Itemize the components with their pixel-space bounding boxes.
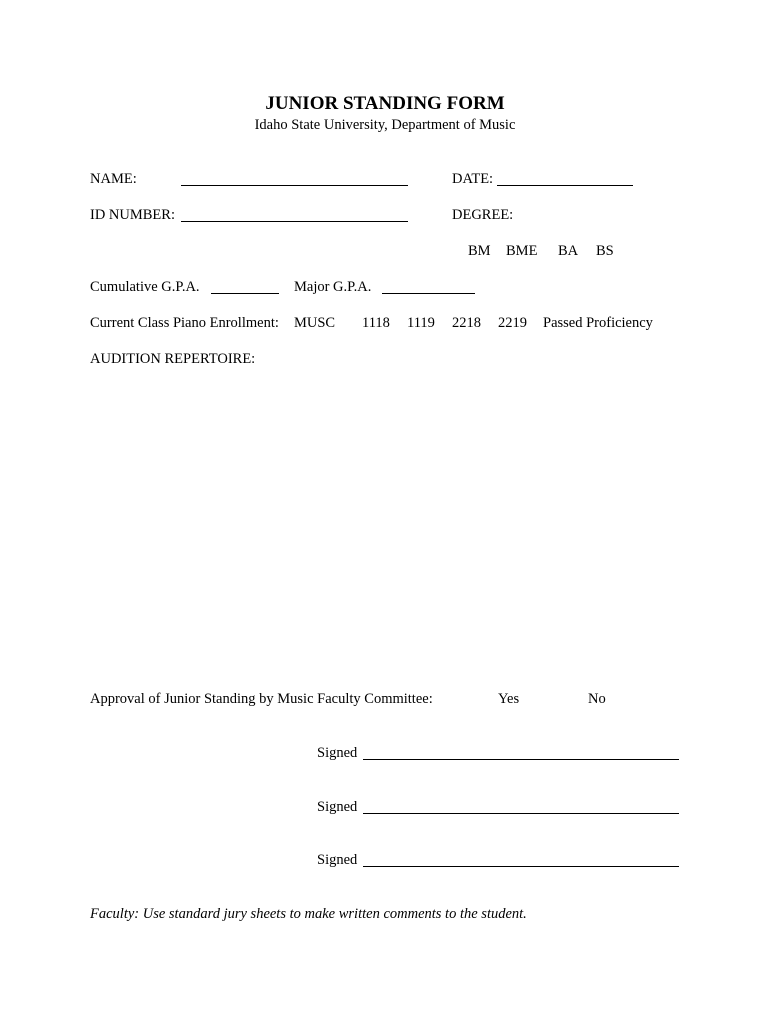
piano-option-passed-proficiency[interactable]: Passed Proficiency (543, 315, 653, 331)
id-number-label: ID NUMBER: (90, 207, 175, 223)
audition-repertoire-label: AUDITION REPERTOIRE: (90, 351, 256, 367)
faculty-note: Faculty: Use standard jury sheets to make written comments to the student. (90, 906, 527, 922)
degree-option-bm[interactable]: BM (468, 243, 491, 259)
approval-yes-option[interactable]: Yes (498, 691, 520, 707)
audition-repertoire-area[interactable] (90, 372, 680, 672)
page-subtitle: Idaho State University, Department of Music (254, 117, 516, 133)
name-field[interactable] (181, 185, 408, 186)
degree-option-bme[interactable]: BME (506, 243, 538, 259)
name-label: NAME: (90, 171, 137, 187)
piano-option-2219[interactable]: 2219 (498, 315, 527, 331)
signature-line-3[interactable] (363, 866, 679, 867)
major-gpa-label: Major G.P.A. (294, 279, 372, 295)
cumulative-gpa-label: Cumulative G.P.A. (90, 279, 200, 295)
degree-label: DEGREE: (452, 207, 514, 223)
cumulative-gpa-field[interactable] (211, 293, 279, 294)
piano-option-2218[interactable]: 2218 (452, 315, 481, 331)
id-number-field[interactable] (181, 221, 408, 222)
degree-option-ba[interactable]: BA (558, 243, 579, 259)
signed-label-1: Signed (317, 745, 358, 761)
piano-course-prefix: MUSC (294, 315, 336, 331)
approval-label: Approval of Junior Standing by Music Faculty Committee: (90, 691, 433, 707)
signature-line-1[interactable] (363, 759, 679, 760)
approval-no-option[interactable]: No (588, 691, 606, 707)
signature-line-2[interactable] (363, 813, 679, 814)
major-gpa-field[interactable] (382, 293, 475, 294)
piano-option-1118[interactable]: 1118 (362, 315, 390, 331)
date-label: DATE: (452, 171, 494, 187)
piano-enrollment-label: Current Class Piano Enrollment: (90, 315, 279, 331)
date-field[interactable] (497, 185, 633, 186)
page-title: JUNIOR STANDING FORM (265, 93, 505, 114)
degree-option-bs[interactable]: BS (596, 243, 614, 259)
piano-option-1119[interactable]: 1119 (407, 315, 435, 331)
signed-label-2: Signed (317, 799, 358, 815)
signed-label-3: Signed (317, 852, 358, 868)
